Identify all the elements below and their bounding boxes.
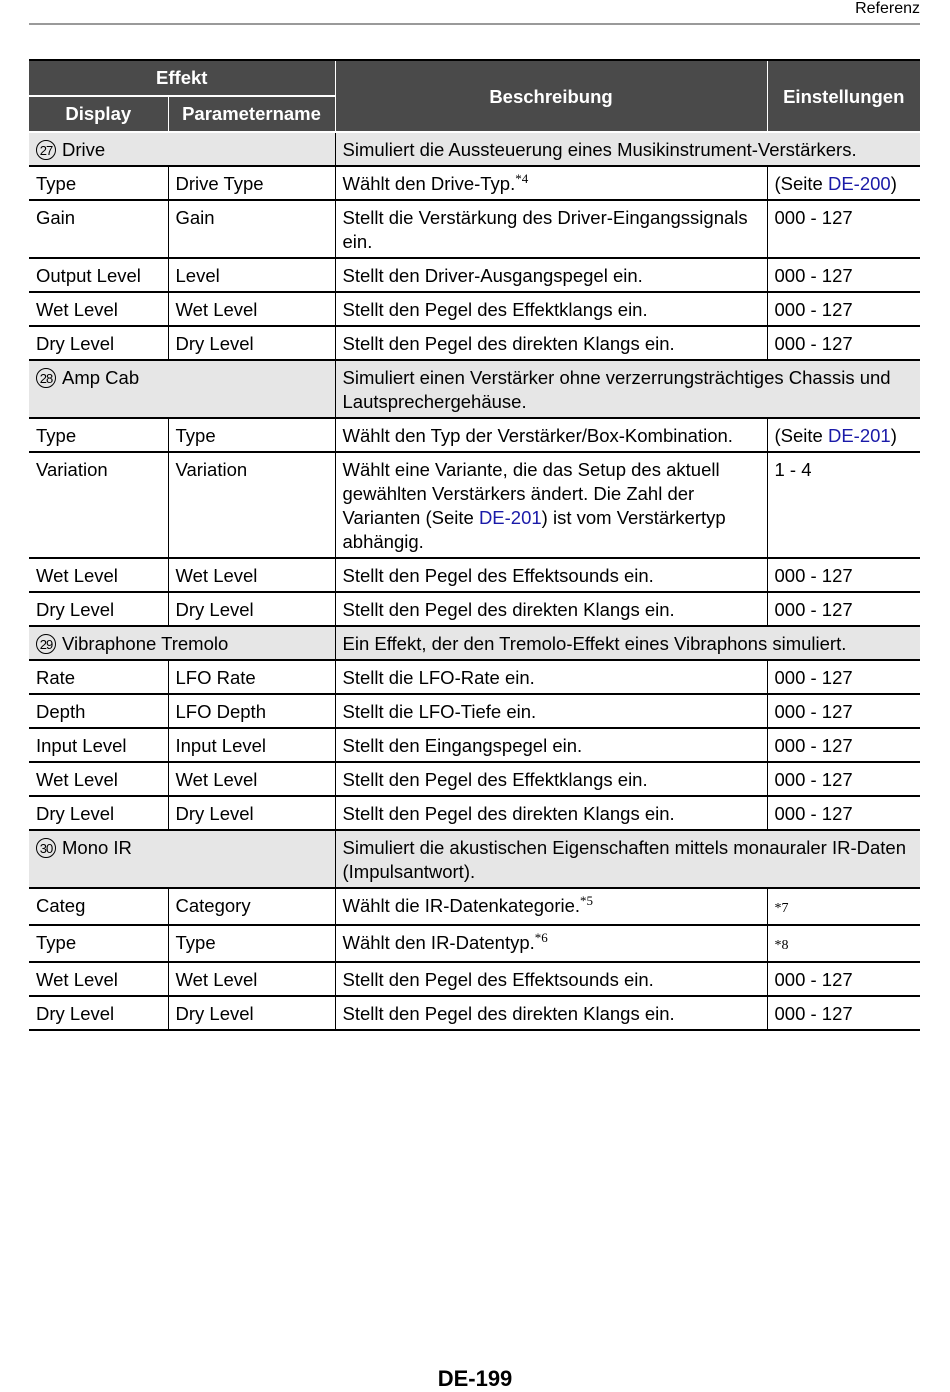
settings-cell <box>767 592 920 626</box>
description-text: Stellt den Pegel des Effektsounds ein. <box>342 969 654 990</box>
settings-cell <box>767 326 920 360</box>
settings-text: 000 - 127 <box>774 803 853 824</box>
description-cell <box>335 418 767 452</box>
table-row <box>29 728 920 762</box>
description-cell <box>335 762 767 796</box>
parameter-cell: Level <box>168 258 335 292</box>
description-cell <box>335 326 767 360</box>
settings-text: 000 - 127 <box>774 265 853 286</box>
table-row <box>29 660 920 694</box>
parameter-cell: Dry Level <box>168 796 335 830</box>
effect-name-cell <box>29 626 335 660</box>
header-settings: Einstellungen <box>767 60 920 132</box>
settings-text: 000 - 127 <box>774 299 853 320</box>
description-text: Stellt die Verstärkung des Driver-Eingangssignals ein. <box>342 207 748 252</box>
parameter-cell: Wet Level <box>168 292 335 326</box>
parameter-cell: Dry Level <box>168 592 335 626</box>
description-cell <box>335 694 767 728</box>
table-row <box>29 292 920 326</box>
settings-cell <box>767 694 920 728</box>
effect-description: Simuliert die akustischen Eigenschaften mittels monauraler IR-Daten (Impulsantwort). <box>335 830 920 888</box>
settings-cell <box>767 166 920 200</box>
description-cell <box>335 166 767 200</box>
description-text: Stellt den Pegel des direkten Klangs ein. <box>342 803 675 824</box>
settings-text: 000 - 127 <box>774 969 853 990</box>
description-cell <box>335 592 767 626</box>
settings-cell <box>767 258 920 292</box>
display-cell: Dry Level <box>29 996 168 1030</box>
effects-table <box>29 59 920 1031</box>
effect-group-row <box>29 132 920 166</box>
settings-cell <box>767 200 920 258</box>
table-row <box>29 592 920 626</box>
description-text: Stellt den Pegel des Effektklangs ein. <box>342 769 648 790</box>
page-link[interactable]: DE-200 <box>827 173 891 194</box>
effect-number-badge: 29 <box>36 634 56 654</box>
description-text: Stellt den Driver-Ausgangspegel ein. <box>342 265 643 286</box>
settings-text: 000 - 127 <box>774 333 853 354</box>
effect-name-cell <box>29 360 335 418</box>
table-row <box>29 258 920 292</box>
page-number: DE-199 <box>437 1366 513 1391</box>
table-row <box>29 962 920 996</box>
effect-name-cell <box>29 830 335 888</box>
table-row <box>29 762 920 796</box>
header-parameter: Parametername <box>168 96 335 132</box>
parameter-cell: Type <box>168 418 335 452</box>
effect-name: Drive <box>62 139 106 160</box>
display-cell: Type <box>29 166 168 200</box>
table-row <box>29 200 920 258</box>
table-row <box>29 418 920 452</box>
display-cell: Wet Level <box>29 962 168 996</box>
description-text: Stellt die LFO-Rate ein. <box>342 667 535 688</box>
display-cell: Output Level <box>29 258 168 292</box>
description-cell <box>335 796 767 830</box>
effect-number-badge: 28 <box>36 368 56 388</box>
settings-cell <box>767 728 920 762</box>
settings-text: 000 - 127 <box>774 735 853 756</box>
settings-text: 000 - 127 <box>774 701 853 722</box>
display-cell: Categ <box>29 888 168 925</box>
parameter-cell: Variation <box>168 452 335 558</box>
effect-name: Amp Cab <box>62 367 140 388</box>
description-cell <box>335 660 767 694</box>
settings-text: 000 - 127 <box>774 769 853 790</box>
description-cell <box>335 925 767 962</box>
parameter-cell: Drive Type <box>168 166 335 200</box>
description-text: Stellt den Pegel des Effektklangs ein. <box>342 299 648 320</box>
effect-group-row <box>29 626 920 660</box>
effect-description: Simuliert die Aussteuerung eines Musikinstrument-Verstärkers. <box>335 132 920 166</box>
parameter-cell: Dry Level <box>168 996 335 1030</box>
description-cell <box>335 452 767 558</box>
table-row <box>29 996 920 1030</box>
settings-cell <box>767 996 920 1030</box>
description-text: Stellt die LFO-Tiefe ein. <box>342 701 537 722</box>
settings-cell <box>767 796 920 830</box>
parameter-cell: Category <box>168 888 335 925</box>
description-text: Wählt den IR-Datentyp. <box>342 932 535 953</box>
effect-group-row <box>29 360 920 418</box>
page-link[interactable]: DE-201 <box>827 425 891 446</box>
description-text: Stellt den Pegel des Effektsounds ein. <box>342 565 654 586</box>
display-cell: Wet Level <box>29 558 168 592</box>
parameter-cell: Wet Level <box>168 962 335 996</box>
settings-cell <box>767 888 920 925</box>
page-link[interactable]: DE-201 <box>478 507 542 528</box>
settings-text: 000 - 127 <box>774 1003 853 1024</box>
footnote-ref: *4 <box>515 171 529 186</box>
settings-text: 000 - 127 <box>774 667 853 688</box>
settings-cell <box>767 452 920 558</box>
display-cell: Input Level <box>29 728 168 762</box>
parameter-cell: LFO Rate <box>168 660 335 694</box>
parameter-cell: LFO Depth <box>168 694 335 728</box>
effect-description: Ein Effekt, der den Tremolo-Effekt eines Vibraphons simuliert. <box>335 626 920 660</box>
footnote-ref: *8 <box>774 938 789 953</box>
header-rule <box>29 23 920 25</box>
settings-cell <box>767 418 920 452</box>
effect-number-badge: 27 <box>36 140 56 160</box>
table-row <box>29 166 920 200</box>
settings-text: ) <box>890 425 897 446</box>
footnote-ref: *5 <box>580 893 594 908</box>
settings-cell <box>767 558 920 592</box>
effect-group-row <box>29 830 920 888</box>
effect-name-cell <box>29 132 335 166</box>
display-cell: Rate <box>29 660 168 694</box>
header-description: Beschreibung <box>335 60 767 132</box>
display-cell: Gain <box>29 200 168 258</box>
table-row <box>29 558 920 592</box>
description-cell <box>335 200 767 258</box>
table-row <box>29 694 920 728</box>
settings-text: 000 - 127 <box>774 599 853 620</box>
settings-text: (Seite <box>774 173 828 194</box>
settings-text: 000 - 127 <box>774 565 853 586</box>
description-cell <box>335 558 767 592</box>
settings-cell <box>767 962 920 996</box>
settings-text: ) <box>890 173 897 194</box>
description-cell <box>335 728 767 762</box>
description-text: Stellt den Pegel des direkten Klangs ein. <box>342 599 675 620</box>
parameter-cell: Wet Level <box>168 762 335 796</box>
description-cell <box>335 996 767 1030</box>
table-row <box>29 326 920 360</box>
description-text: ) ist vom Verstärkertyp abhängig. <box>342 507 726 552</box>
description-text: Wählt den Drive-Typ. <box>342 173 516 194</box>
display-cell: Type <box>29 925 168 962</box>
settings-text: 000 - 127 <box>774 207 853 228</box>
effect-name: Mono IR <box>62 837 132 858</box>
parameter-cell: Input Level <box>168 728 335 762</box>
description-cell <box>335 292 767 326</box>
settings-cell <box>767 660 920 694</box>
parameter-cell: Type <box>168 925 335 962</box>
settings-cell <box>767 925 920 962</box>
description-cell <box>335 258 767 292</box>
table-row <box>29 796 920 830</box>
effect-name: Vibraphone Tremolo <box>62 633 229 654</box>
table-row <box>29 925 920 962</box>
description-cell <box>335 888 767 925</box>
description-text: Stellt den Pegel des direkten Klangs ein. <box>342 333 675 354</box>
display-cell: Wet Level <box>29 762 168 796</box>
footnote-ref: *7 <box>774 901 789 916</box>
display-cell: Type <box>29 418 168 452</box>
display-cell: Dry Level <box>29 796 168 830</box>
description-text: Stellt den Pegel des direkten Klangs ein. <box>342 1003 675 1024</box>
table-row <box>29 888 920 925</box>
parameter-cell: Gain <box>168 200 335 258</box>
header-effect: Effekt <box>29 60 335 96</box>
description-cell <box>335 962 767 996</box>
display-cell: Variation <box>29 452 168 558</box>
header-display: Display <box>29 96 168 132</box>
display-cell: Dry Level <box>29 592 168 626</box>
parameter-cell: Wet Level <box>168 558 335 592</box>
settings-cell <box>767 292 920 326</box>
display-cell: Depth <box>29 694 168 728</box>
table-row <box>29 452 920 558</box>
effect-description: Simuliert einen Verstärker ohne verzerrungsträchtiges Chassis und Lautsprechergehäuse. <box>335 360 920 418</box>
description-text: Stellt den Eingangspegel ein. <box>342 735 583 756</box>
description-text: Wählt eine Variante, die das Setup des aktuell gewählten Verstärkers ändert. Die Zahl der Varianten (Seite <box>342 459 720 528</box>
display-cell: Wet Level <box>29 292 168 326</box>
description-text: Wählt die IR-Datenkategorie. <box>342 895 581 916</box>
settings-text: (Seite <box>774 425 828 446</box>
description-text: Wählt den Typ der Verstärker/Box-Kombination. <box>342 425 733 446</box>
section-label: Referenz <box>855 0 920 17</box>
footnote-ref: *6 <box>534 930 548 945</box>
settings-cell <box>767 762 920 796</box>
display-cell: Dry Level <box>29 326 168 360</box>
effect-number-badge: 30 <box>36 838 56 858</box>
settings-text: 1 - 4 <box>774 459 812 480</box>
parameter-cell: Dry Level <box>168 326 335 360</box>
